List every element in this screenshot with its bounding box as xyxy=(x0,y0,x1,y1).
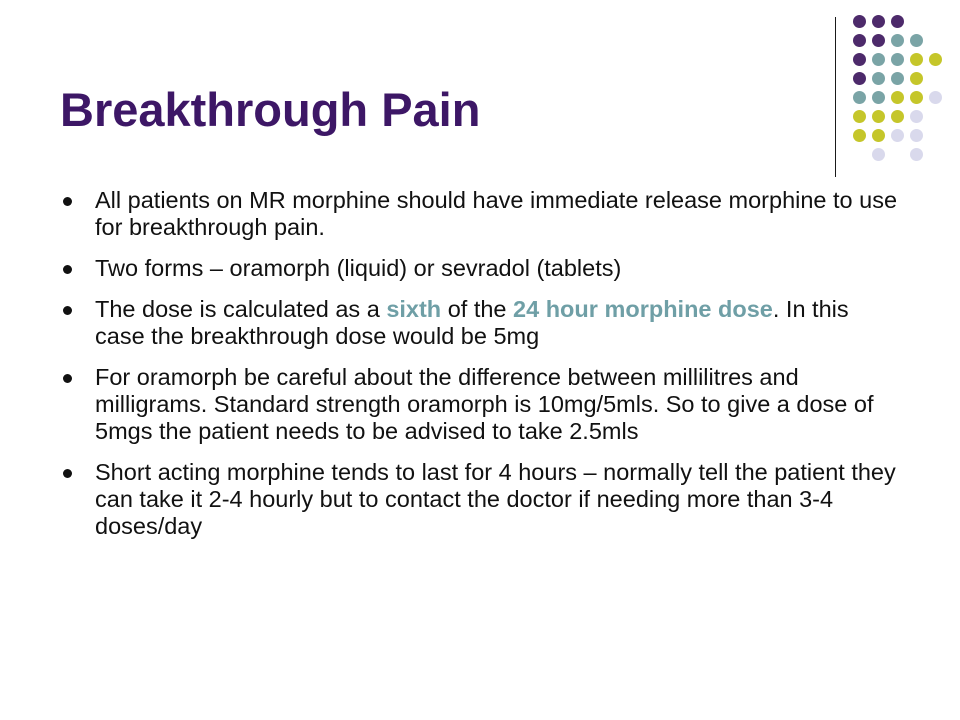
decorative-dot xyxy=(853,53,866,66)
decorative-dot xyxy=(910,53,923,66)
decorative-dot xyxy=(872,72,885,85)
bullet-text-part: . In this case the breakthrough dose would be 5mg xyxy=(95,296,849,349)
decorative-dot xyxy=(891,129,904,142)
bullet-item xyxy=(60,459,900,540)
decorative-dot xyxy=(910,110,923,123)
decorative-dot xyxy=(853,91,866,104)
bullet-text: Two forms – oramorph (liquid) or sevradol (tablets) xyxy=(95,255,622,281)
decorative-dot xyxy=(910,148,923,161)
bullet-icon xyxy=(63,374,72,383)
highlighted-term: 24 hour morphine dose xyxy=(513,296,773,322)
decorative-dot xyxy=(872,91,885,104)
bullet-text-part: The dose is calculated as a xyxy=(95,296,387,322)
decorative-dot xyxy=(891,34,904,47)
decorative-dot xyxy=(891,15,904,28)
decorative-dot xyxy=(872,110,885,123)
bullet-icon xyxy=(63,469,72,478)
bullet-list xyxy=(60,187,900,554)
decorative-dot xyxy=(853,110,866,123)
decorative-dot xyxy=(891,53,904,66)
decorative-dot xyxy=(910,72,923,85)
bullet-icon xyxy=(63,265,72,274)
decorative-dot xyxy=(891,110,904,123)
decorative-dot xyxy=(853,15,866,28)
decorative-dot xyxy=(872,34,885,47)
decorative-dot xyxy=(872,129,885,142)
decorative-dot xyxy=(910,129,923,142)
bullet-icon xyxy=(63,197,72,206)
bullet-item xyxy=(60,255,900,282)
decorative-dot xyxy=(872,53,885,66)
decorative-dot xyxy=(872,148,885,161)
bullet-text: All patients on MR morphine should have immediate release morphine to use for breakthrough pain. xyxy=(95,187,898,240)
decorative-dot xyxy=(891,91,904,104)
bullet-text: For oramorph be careful about the difference between millilitres and milligrams. Standard strength oramorph is 10mg/5mls. So to give a dose of 5mgs the patient needs to be advised to take 2.5mls xyxy=(95,364,874,444)
decorative-dot xyxy=(910,34,923,47)
bullet-item xyxy=(60,364,900,445)
bullet-item xyxy=(60,187,900,241)
decorative-dot xyxy=(872,15,885,28)
highlighted-term: sixth xyxy=(386,296,442,322)
bullet-text-part: of the xyxy=(441,296,514,322)
slide-title: Breakthrough Pain xyxy=(60,83,481,136)
decorative-dot xyxy=(929,91,942,104)
bullet-icon xyxy=(63,306,72,315)
bullet-item xyxy=(60,296,900,350)
decorative-dot xyxy=(853,34,866,47)
decorative-dot xyxy=(891,72,904,85)
decorative-dot xyxy=(910,91,923,104)
vertical-divider-line xyxy=(835,17,836,177)
decorative-dot xyxy=(929,53,942,66)
decorative-dot xyxy=(853,72,866,85)
decorative-dot xyxy=(853,129,866,142)
bullet-text: Short acting morphine tends to last for 4 hours – normally tell the patient they can take it 2-4 hourly but to contact the doctor if needing more than 3-4 doses/day xyxy=(95,459,896,539)
